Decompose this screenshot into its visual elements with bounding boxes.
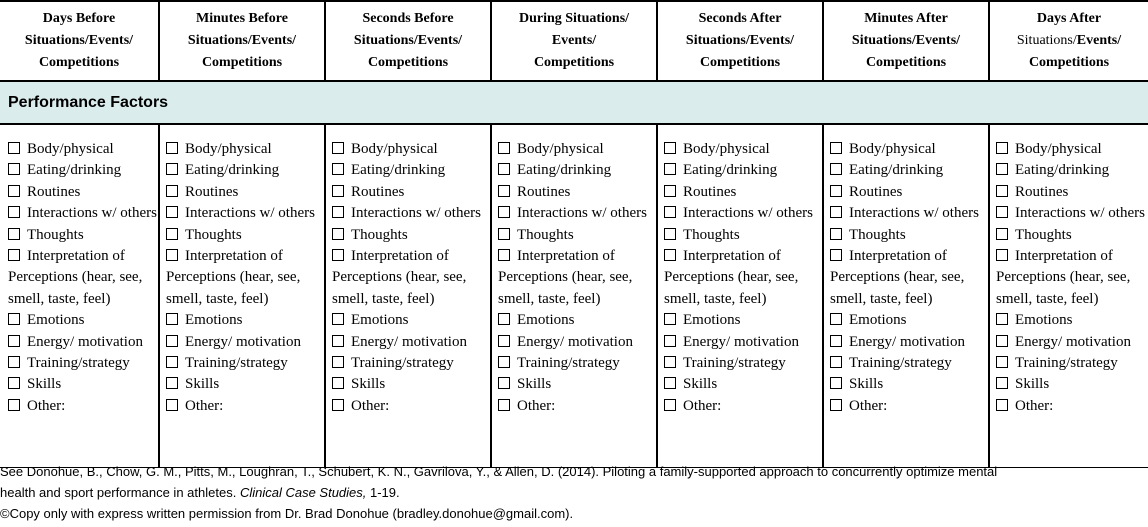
checklist-item: [332, 225, 490, 246]
checkbox[interactable]: [8, 377, 20, 389]
checklist-cell: [657, 124, 823, 468]
checklist-label: Eating/drinking: [185, 162, 280, 179]
checklist-label: Interactions w/ others: [517, 205, 647, 222]
checklist-item: [498, 246, 656, 310]
checklist-item: [332, 246, 490, 310]
checkbox[interactable]: [830, 142, 842, 154]
header-line: Situations/Events/: [187, 33, 297, 48]
checklist-label: Routines: [849, 183, 903, 200]
checklist-item: [332, 182, 490, 203]
citation-text: health and sport performance in athletes.: [0, 485, 240, 500]
checklist-item: [332, 203, 490, 224]
checklist-item: [664, 160, 822, 181]
checklist-label: Body/physical: [683, 141, 770, 157]
checklist-label: Skills: [27, 376, 62, 393]
checkbox[interactable]: [830, 335, 842, 347]
checkbox[interactable]: [8, 356, 20, 368]
checklist-item: [498, 225, 656, 246]
checkbox[interactable]: [664, 335, 676, 347]
header-row: [0, 1, 1148, 81]
checklist-item: [8, 310, 158, 331]
checkbox[interactable]: [830, 377, 842, 389]
checklist-label: Interactions w/ others: [27, 205, 157, 222]
checkbox[interactable]: [664, 399, 676, 411]
checkbox[interactable]: [498, 142, 510, 154]
checkbox[interactable]: [996, 185, 1008, 197]
column-header: [491, 1, 657, 81]
header-line: Days After: [1036, 11, 1102, 26]
checklist-label: Interpretation of Perceptions (hear, see, smell, taste, feel): [498, 248, 633, 307]
checkbox[interactable]: [664, 249, 676, 261]
checkbox[interactable]: [8, 142, 20, 154]
checklist-label: Eating/drinking: [27, 162, 122, 179]
checkbox[interactable]: [332, 163, 344, 175]
checklist-label: Interactions w/ others: [351, 205, 481, 222]
checklist-item: [996, 182, 1148, 203]
citation-pages: 1-19.: [366, 485, 400, 500]
checklist-item: [332, 139, 490, 160]
checklist-label: Interpretation of Perceptions (hear, see, smell, taste, feel): [996, 248, 1131, 307]
section-row: [0, 81, 1148, 124]
checklist-item: [996, 396, 1148, 417]
header-line: Competitions: [699, 55, 781, 70]
checklist-item: [996, 225, 1148, 246]
checklist-label: Training/strategy: [1015, 355, 1118, 372]
checklist-item: [166, 160, 324, 181]
checklist-label: Emotions: [27, 312, 85, 329]
checklist-label: Training/strategy: [849, 355, 952, 372]
checkbox[interactable]: [664, 185, 676, 197]
checkbox[interactable]: [830, 163, 842, 175]
checklist-item: [166, 246, 324, 310]
checklist-item: [996, 353, 1148, 374]
checklist-label: Skills: [185, 376, 220, 393]
checklist-label: Skills: [849, 376, 884, 393]
checklist-item: [664, 225, 822, 246]
checklist-label: Body/physical: [1015, 141, 1102, 157]
column-header: [657, 1, 823, 81]
checklist-label: Interactions w/ others: [185, 205, 315, 222]
checkbox[interactable]: [996, 228, 1008, 240]
checklist-item: [830, 310, 988, 331]
column-header: [159, 1, 325, 81]
checklist-item: [166, 225, 324, 246]
checklist-label: Thoughts: [185, 226, 242, 243]
checkbox[interactable]: [830, 313, 842, 325]
header-line: Situations/Events/: [24, 33, 134, 48]
checklist-label: Energy/ motivation: [1015, 333, 1131, 350]
checklist-item: [332, 160, 490, 181]
checklist-cell: [989, 124, 1148, 468]
checkbox[interactable]: [166, 313, 178, 325]
checkbox[interactable]: [332, 399, 344, 411]
checklist-label: Emotions: [185, 312, 243, 329]
checkbox[interactable]: [332, 228, 344, 240]
checklist-label: Routines: [185, 183, 239, 200]
checklist-label: Thoughts: [1015, 226, 1072, 243]
checklist-label: Other:: [517, 397, 556, 414]
checkbox[interactable]: [996, 206, 1008, 218]
checklist-label: Interpretation of Perceptions (hear, see, smell, taste, feel): [664, 248, 799, 307]
checklist-cell: [159, 124, 325, 468]
checklist-label: Interpretation of Perceptions (hear, see, smell, taste, feel): [332, 248, 467, 307]
checkbox[interactable]: [830, 356, 842, 368]
column-header: [823, 1, 989, 81]
checklist-label: Thoughts: [683, 226, 740, 243]
checklist-label: Training/strategy: [351, 355, 454, 372]
checklist-label: Energy/ motivation: [683, 333, 799, 350]
checklist-item: [830, 353, 988, 374]
checklist-label: Eating/drinking: [351, 162, 446, 179]
checklist-row: [0, 124, 1148, 468]
checkbox[interactable]: [332, 335, 344, 347]
checklist-label: Emotions: [1015, 312, 1073, 329]
checkbox[interactable]: [830, 228, 842, 240]
checkbox[interactable]: [664, 356, 676, 368]
checkbox[interactable]: [498, 228, 510, 240]
checklist-item: [996, 160, 1148, 181]
checkbox[interactable]: [830, 399, 842, 411]
checkbox[interactable]: [996, 163, 1008, 175]
checklist-label: Skills: [1015, 376, 1050, 393]
checklist-item: [166, 139, 324, 160]
header-line-suffix: Events/: [1076, 33, 1122, 48]
checklist-label: Routines: [1015, 183, 1069, 200]
checklist-item: [498, 353, 656, 374]
checklist-item: [166, 310, 324, 331]
checklist-label: Thoughts: [351, 226, 408, 243]
checklist-label: Interactions w/ others: [849, 205, 979, 222]
checkbox[interactable]: [166, 228, 178, 240]
checklist-label: Body/physical: [27, 141, 114, 157]
checklist-cell: [0, 124, 159, 468]
header-line: Days Before: [42, 11, 116, 26]
header-line: Events/: [551, 33, 597, 48]
checklist-label: Other:: [27, 397, 66, 414]
checkbox[interactable]: [8, 163, 20, 175]
journal-title: Clinical Case Studies,: [239, 485, 367, 500]
checklist-item: [8, 332, 158, 353]
checklist-label: Energy/ motivation: [27, 333, 143, 350]
checklist-item: [498, 374, 656, 395]
checkbox[interactable]: [8, 335, 20, 347]
checklist-label: Thoughts: [849, 226, 906, 243]
checklist-item: [8, 246, 158, 310]
checklist-label: Eating/drinking: [849, 162, 944, 179]
column-header: [989, 1, 1148, 81]
checklist-label: Interactions w/ others: [1015, 205, 1145, 222]
checkbox[interactable]: [996, 356, 1008, 368]
checkbox[interactable]: [664, 206, 676, 218]
checklist-item: [498, 182, 656, 203]
checklist-item: [498, 139, 656, 160]
checklist-item: [664, 182, 822, 203]
checkbox[interactable]: [8, 206, 20, 218]
checklist-item: [996, 310, 1148, 331]
checklist-label: Training/strategy: [27, 355, 130, 372]
checkbox[interactable]: [830, 206, 842, 218]
checkbox[interactable]: [996, 335, 1008, 347]
checkbox[interactable]: [498, 249, 510, 261]
checkbox[interactable]: [664, 313, 676, 325]
checkbox[interactable]: [996, 313, 1008, 325]
header-line: Competitions: [533, 55, 615, 70]
checklist-item: [332, 332, 490, 353]
checklist-item: [8, 353, 158, 374]
checkbox[interactable]: [332, 185, 344, 197]
checklist-label: Energy/ motivation: [849, 333, 965, 350]
checklist-label: Other:: [683, 397, 722, 414]
checkbox[interactable]: [332, 356, 344, 368]
checkbox[interactable]: [498, 377, 510, 389]
header-line: Seconds After: [698, 11, 782, 26]
checklist-cell: [325, 124, 491, 468]
citation-line-1: See Donohue, B., Chow, G. M., Pitts, M., Loughran, T., Schubert, K. N., Gavrilova, Y., & Allen, D. (2014). Piloting a family-supported approach to concurrently optimize mental: [0, 464, 998, 479]
checklist-item: [830, 332, 988, 353]
header-line: Competitions: [865, 55, 947, 70]
header-line: During Situations/: [518, 11, 630, 26]
checkbox[interactable]: [332, 377, 344, 389]
checklist-item: [332, 353, 490, 374]
checkbox[interactable]: [8, 313, 20, 325]
checklist-item: [166, 332, 324, 353]
checklist-label: Body/physical: [517, 141, 604, 157]
checklist-label: Interpretation of Perceptions (hear, see, smell, taste, feel): [8, 248, 143, 307]
checklist-label: Training/strategy: [185, 355, 288, 372]
checklist-label: Other:: [849, 397, 888, 414]
checklist-item: [498, 160, 656, 181]
checkbox[interactable]: [166, 206, 178, 218]
column-header: [0, 1, 159, 81]
checklist-label: Other:: [1015, 397, 1054, 414]
checklist-label: Energy/ motivation: [185, 333, 301, 350]
checklist-item: [332, 374, 490, 395]
checklist-item: [8, 396, 158, 417]
header-line: Situations/Events/: [1016, 33, 1122, 48]
copyright-notice: ©Copy only with express written permission from Dr. Brad Donohue (bradley.donohue@gmail.com).: [0, 506, 574, 521]
checklist-label: Routines: [27, 183, 81, 200]
citation-line-2: [0, 483, 400, 502]
checklist-label: Routines: [683, 183, 737, 200]
checkbox[interactable]: [664, 142, 676, 154]
checklist-item: [664, 203, 822, 224]
checklist-label: Eating/drinking: [517, 162, 612, 179]
checklist-label: Body/physical: [351, 141, 438, 157]
checklist-item: [498, 332, 656, 353]
checklist-item: [664, 374, 822, 395]
checklist-item: [996, 203, 1148, 224]
checklist-label: Emotions: [849, 312, 907, 329]
header-line: Competitions: [1028, 55, 1110, 70]
checklist-item: [664, 246, 822, 310]
checklist-item: [664, 332, 822, 353]
checklist-label: Emotions: [683, 312, 741, 329]
checklist-label: Other:: [351, 397, 390, 414]
checkbox[interactable]: [664, 163, 676, 175]
checklist-label: Thoughts: [517, 226, 574, 243]
checklist-item: [8, 182, 158, 203]
checklist-item: [830, 203, 988, 224]
checklist-label: Energy/ motivation: [351, 333, 467, 350]
checklist-item: [332, 310, 490, 331]
checklist-label: Emotions: [517, 312, 575, 329]
checklist-item: [166, 374, 324, 395]
checkbox[interactable]: [332, 142, 344, 154]
checkbox[interactable]: [166, 356, 178, 368]
checklist-item: [830, 374, 988, 395]
checklist-label: Interpretation of Perceptions (hear, see, smell, taste, feel): [166, 248, 301, 307]
checklist-label: Training/strategy: [683, 355, 786, 372]
header-line: Competitions: [201, 55, 283, 70]
checkbox[interactable]: [498, 399, 510, 411]
checklist-cell: [823, 124, 989, 468]
checklist-item: [664, 310, 822, 331]
checkbox[interactable]: [8, 185, 20, 197]
column-header: [325, 1, 491, 81]
checkbox[interactable]: [498, 163, 510, 175]
checkbox[interactable]: [8, 249, 20, 261]
checkbox[interactable]: [166, 142, 178, 154]
header-line: Situations/Events/: [353, 33, 463, 48]
checklist-item: [332, 396, 490, 417]
checkbox[interactable]: [498, 185, 510, 197]
checklist-label: Other:: [185, 397, 224, 414]
checklist-item: [166, 203, 324, 224]
checkbox[interactable]: [498, 335, 510, 347]
checklist-item: [8, 203, 158, 224]
checklist-item: [498, 396, 656, 417]
checklist-item: [8, 225, 158, 246]
checklist-item: [996, 139, 1148, 160]
checklist-label: Interpretation of Perceptions (hear, see, smell, taste, feel): [830, 248, 965, 307]
checklist-label: Routines: [351, 183, 405, 200]
checklist-label: Skills: [683, 376, 718, 393]
checklist-item: [8, 139, 158, 160]
checklist-item: [166, 353, 324, 374]
checklist-item: [830, 139, 988, 160]
checklist-label: Training/strategy: [517, 355, 620, 372]
checkbox[interactable]: [166, 335, 178, 347]
checklist-item: [8, 160, 158, 181]
checkbox[interactable]: [996, 249, 1008, 261]
checkbox[interactable]: [996, 377, 1008, 389]
checkbox[interactable]: [332, 313, 344, 325]
checkbox[interactable]: [498, 206, 510, 218]
checklist-item: [664, 139, 822, 160]
checklist-item: [498, 310, 656, 331]
checkbox[interactable]: [996, 399, 1008, 411]
checklist-item: [830, 396, 988, 417]
header-line: Competitions: [38, 55, 120, 70]
checklist-label: Skills: [351, 376, 386, 393]
checklist-item: [996, 332, 1148, 353]
checklist-item: [830, 225, 988, 246]
checklist-label: Eating/drinking: [683, 162, 778, 179]
checklist-label: Energy/ motivation: [517, 333, 633, 350]
header-line: Minutes After: [864, 11, 948, 26]
checkbox[interactable]: [166, 377, 178, 389]
checkbox[interactable]: [8, 228, 20, 240]
checklist-label: Body/physical: [185, 141, 272, 157]
checkbox[interactable]: [996, 142, 1008, 154]
checklist-item: [166, 182, 324, 203]
checklist-label: Thoughts: [27, 226, 84, 243]
header-line: Seconds Before: [362, 11, 454, 26]
checklist-item: [830, 182, 988, 203]
checklist-item: [8, 374, 158, 395]
checklist-label: Skills: [517, 376, 552, 393]
checkbox[interactable]: [830, 185, 842, 197]
checklist-label: Routines: [517, 183, 571, 200]
checklist-item: [830, 246, 988, 310]
checkbox[interactable]: [332, 206, 344, 218]
checkbox[interactable]: [664, 377, 676, 389]
checkbox[interactable]: [8, 399, 20, 411]
header-line: Competitions: [367, 55, 449, 70]
checklist-cell: [491, 124, 657, 468]
checklist-label: Body/physical: [849, 141, 936, 157]
checkbox[interactable]: [332, 249, 344, 261]
checklist-item: [498, 203, 656, 224]
header-line: Situations/Events/: [685, 33, 795, 48]
checklist-label: Eating/drinking: [1015, 162, 1110, 179]
checkbox[interactable]: [166, 185, 178, 197]
checklist-item: [830, 160, 988, 181]
checkbox[interactable]: [166, 163, 178, 175]
header-line: Minutes Before: [196, 11, 288, 26]
checkbox[interactable]: [498, 313, 510, 325]
checklist-label: Emotions: [351, 312, 409, 329]
checklist-item: [996, 374, 1148, 395]
checklist-item: [166, 396, 324, 417]
checklist-item: [664, 353, 822, 374]
header-line: Situations/Events/: [851, 33, 961, 48]
checkbox[interactable]: [664, 228, 676, 240]
checkbox[interactable]: [830, 249, 842, 261]
checklist-item: [996, 246, 1148, 310]
checkbox[interactable]: [498, 356, 510, 368]
checklist-item: [664, 396, 822, 417]
checklist-label: Interactions w/ others: [683, 205, 813, 222]
checkbox[interactable]: [166, 399, 178, 411]
checkbox[interactable]: [166, 249, 178, 261]
section-label: Performance Factors: [0, 81, 1148, 124]
